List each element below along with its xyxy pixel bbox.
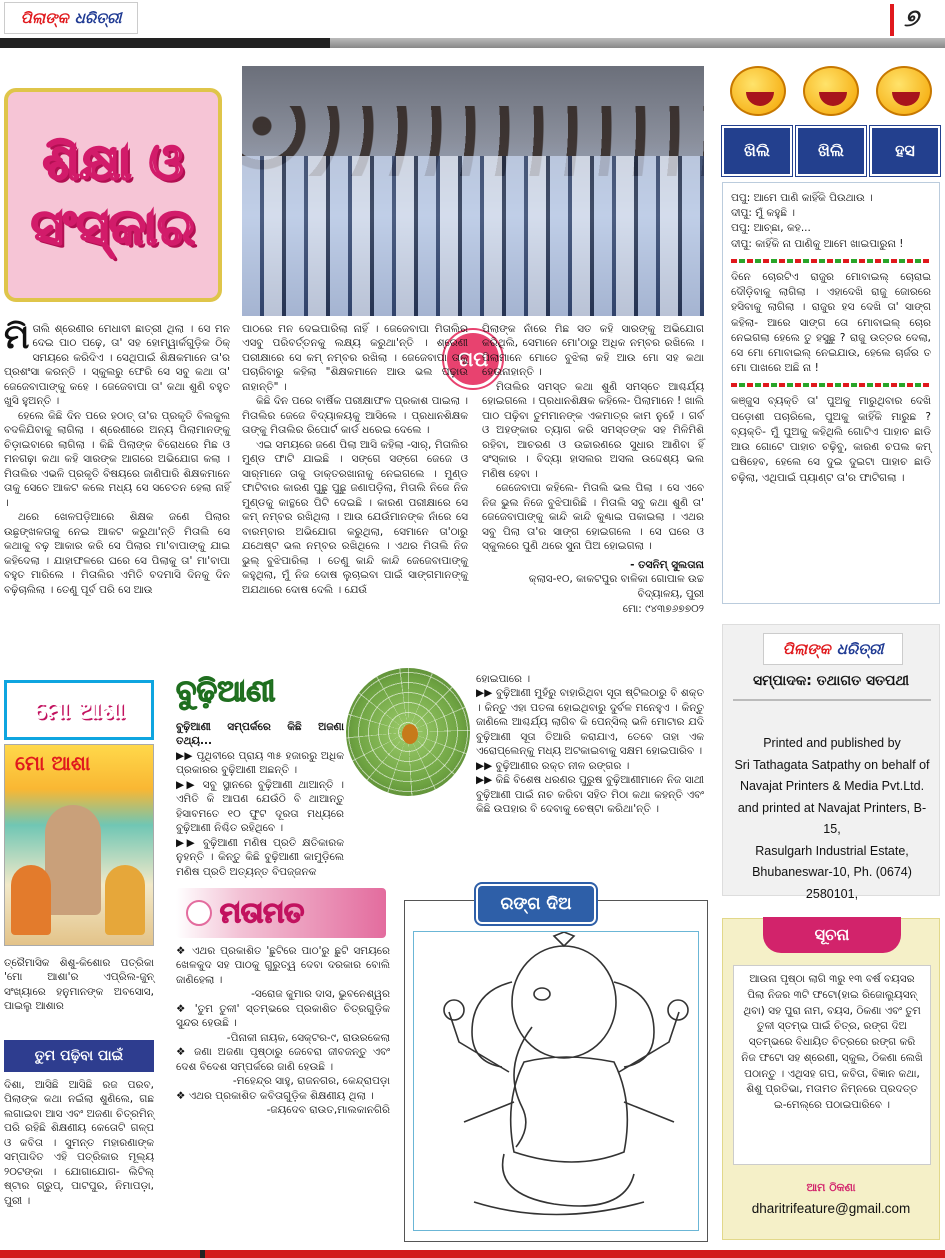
spider-fact: ▶▶ ବୁଢ଼ିଆଣୀ ମଣିଷ ପ୍ରତି କ୍ଷତିକାରକ ନୁହନ୍ତି । କିନ୍ତୁ କିଛି ବୁଢ଼ିଆଣୀ କାମୁଡ଼ିଲେ ମଣିଷ ପ୍ରତି ଅତ୍ୟନ୍ତ ବିପଜ୍ଜନକ	[176, 836, 344, 878]
imprint-box	[722, 624, 940, 901]
joke-line: ପପୁ: ଆଚ୍ଛା, କହ...	[731, 222, 811, 235]
spider-title: ବୁଢ଼ିଆଣୀ	[176, 674, 276, 709]
notice-body: ଆଉନା ପୃଷ୍ଠା ଲାଗି ୩ରୁ ୧୩ ବର୍ଷ ବୟସର ପିଲା ନିଜର ୩ଟି ଫଟୋ(ହାଇ ରିଜୋଲ୍ୟୁସନ୍ ଥିବା) ସହ ପୁରା ନାମ, ବୟସ, ଠିକଣା ଏବଂ ତୁମ ତୁଳୀ ସ୍ତମ୍ଭ ପାଇଁ ଚିତ୍ର, ରଙ୍ଗ ଦିଅ ସ୍ତମ୍ଭରେ ବିଧାୟିତ ଚିତ୍ରରେ ରଙ୍ଗ କରି ନିଜ ଫଟୋ ସହ ଶ୍ରେଣୀ, ସ୍କୁଲ, ଠିକଣା ଲେଖି ପଠାନ୍ତୁ । ଏଥିସହ ଗପ, କବିତା, ବିଜ୍ଞାନ କଥା, ଶିଶୁ ପ୍ରତିଭା, ମତାମତ ନିମ୍ନରେ ପ୍ରଦତ୍ତ ଇ-ମେଲ୍‌ରେ ପଠାଇପାରିବେ ।	[733, 965, 931, 1165]
story-paragraph: ଏଇ ସମୟରେ ଜଣେ ପିଲା ଆସି କହିଲା -ସାର୍, ମିତାଲିର ମୁଣ୍ଡ ଫାଟି ଯାଇଛି । ସଙ୍ଗେ ସଙ୍ଗେ ଜେଜେ ଓ ସାର୍‌ମାନେ ତାକୁ ଡାକ୍ତରଖାନାକୁ ନେଇଗଲେ । ମୁଣ୍ଡ ଫାଟିବାର କାରଣ ପୁଛୁ ପୁଛୁ ଜଣାପଡ଼ିଲା, ମିତାଲି ନିଜେ ନିଜ ମୁଣ୍ଡକୁ କାନ୍ଥରେ ପିଟି ଦେଇଛି । କାରଣ ପରୀକ୍ଷାରେ ସେ କମ୍ ନମ୍ବର ରଖିଥିଲା । ଆଉ ଯେଉଁମାନଙ୍କ ନାଁରେ ସେ ବାରମ୍ବାର ଅଭିଯୋଗ କରୁଥିଲା, ସେମାନେ ତା'ଠାରୁ ଯଥେଷ୍ଟ ଭଲ ନମ୍ବର ରଖିଥିଲେ । ଏଥର ମିତାଲି ନିଜ ଭୁଲ୍ ବୁଝିପାରିଲା । ତେଣୁ କାନ୍ଦି କାନ୍ଦି ଜେଜେବାପାଙ୍କୁ କହୁଥିଲା, ମୁଁ ନିଜ ଦୋଷ ଲୁଚାଇବା ପାଇଁ ସାଙ୍ଗମାନଙ୍କୁ ଅଯଥାରେ ଦୋଷ ଦେଲି । ଯେଉଁ	[242, 438, 468, 596]
spider-fact: ▶▶ ବୁଢ଼ିଆଣୀ ମୁହଁରୁ ବାହାରିଥିବା ସୂତା ଷ୍ଟିଲଠାରୁ ବି ଶକ୍ତ । କିନ୍ତୁ ଏହା ପତଳା ହୋଇଥିବାରୁ ଦୁର୍ବଳ ମନେହୁଏ । କିନ୍ତୁ ଜାଣିଲେ ଆଶ୍ଚର୍ଯ୍ୟ ଲାଗିବ କି ପେନ୍‌ସିଲ୍ ଭଳି ମୋଟାର ଯଦି ବୁଢ଼ିଆଣୀ ସୂତା ତିଆରି କରାଯାଏ, ତେବେ ତାହା ଏକ ଏରୋପ୍ଲେନ୍‌କୁ ମଧ୍ୟ ଅଟକାଇବାକୁ ସକ୍ଷମ ହୋଇପାରିବ ।	[476, 687, 704, 758]
joke-line: ଦୀପୁ: ମୁଁ କହୁଛି ।	[731, 207, 796, 220]
cover-figure-child	[11, 865, 51, 935]
logo-red-text: ପିଲାଙ୍କ	[20, 9, 69, 27]
laughing-face-icon	[803, 66, 859, 116]
story-paragraph: ପାଠରେ ମନ ଦେଇପାରିଲା ନାହିଁ । ଜେଜେବାପା ମିତାଲିର ଏସବୁ ପରିବର୍ତ୍ତନକୁ ଲକ୍ଷ୍ୟ କରୁଥା'ନ୍ତି । ଶ୍ରେଣୀ ପରୀକ୍ଷାରେ ସେ କମ୍ ନମ୍ବର ରଖିଲା । ଜେଜେବାପା ତାକୁ ପଚାରିବାରୁ କହିଲା "ଶିକ୍ଷକମାନେ ଆଉ ଭଲ ପଢ଼ାଉ ନାହାନ୍ତି" ।	[242, 323, 468, 393]
spider-icon	[402, 724, 418, 744]
coloring-frame	[404, 900, 708, 1242]
story-phone: ମୋ: ୯୪୩୭୬୭୭୦୨	[622, 602, 704, 615]
story-column-3	[482, 322, 704, 662]
cover-figure-sage	[45, 805, 101, 915]
students-photo	[242, 66, 704, 316]
imprint-logo	[763, 633, 903, 665]
letter-text: ❖ ଜଣା ଅଜଣା ପୃଷ୍ଠାରୁ ଜେବେରା ଜୀବଜନ୍ତୁ ଏବଂ ଦେଶ ବିଦେଶ ସମ୍ପର୍କରେ ଜାଣି ହେଉଛି ।	[176, 1046, 390, 1073]
print-line-block	[731, 733, 933, 905]
spider-fact: ▶▶ ସବୁ ସ୍ଥାନରେ ବୁଢ଼ିଆଣୀ ଥାଆନ୍ତି । ଏମିତି କି ଆପଣ ଯେଉଁଠି ବି ଥାଆନ୍ତୁ ହିସାବମତେ ୧୦ ଫୁଟ ଦୂରତା ମଧ୍ୟରେ ବୁଢ଼ିଆଣୀ ନିଶ୍ଚିତ ରହିଥିବେ ।	[176, 778, 344, 835]
spider-fact-text: ବୁଢ଼ିଆଣୀ ମୁହଁରୁ ବାହାରିଥିବା ସୂତା ଷ୍ଟିଲଠାରୁ ବି ଶକ୍ତ । କିନ୍ତୁ ଏହା ପତଳା ହୋଇଥିବାରୁ ଦୁର୍ବଳ ମନେହୁଏ । କିନ୍ତୁ ଜାଣିଲେ ଆଶ୍ଚର୍ଯ୍ୟ ଲାଗିବ କି ପେନ୍‌ସିଲ୍ ଭଳି ମୋଟାର ଯଦି ବୁଢ଼ିଆଣୀ ସୂତା ତିଆରି କରାଯାଏ, ତେବେ ତାହା ଏକ ଏରୋପ୍ଲେନ୍‌କୁ ମଧ୍ୟ ଅଟକାଇବାକୁ ସକ୍ଷମ ହୋଇପାରିବ ।	[476, 687, 704, 758]
cover-figure-child	[105, 865, 145, 935]
spider-fact: ▶▶ ପୃଥିବୀରେ ପ୍ରାୟ ୩୫ ହଜାରରୁ ଅଧିକ ପ୍ରକାରର ବୁଢ଼ିଆଣୀ ଅଛନ୍ତି ।	[176, 749, 344, 777]
drop-cap: ମି	[4, 317, 30, 357]
mo-asha-title: ମୋ ଆଶା	[4, 680, 154, 740]
spider-web-photo	[344, 666, 472, 798]
story-badge: ଗପ	[444, 330, 502, 388]
mo-asha-text	[4, 956, 154, 1036]
contact-email[interactable]: dharitrifeature@gmail.com	[751, 1201, 911, 1216]
print-line: Printed and published by	[763, 736, 901, 750]
matamata-title: ମତାମତ	[220, 896, 305, 929]
ganesha-outline	[414, 932, 698, 1230]
notice-title: ସୂଚନା	[763, 917, 901, 953]
joke-3: କଞ୍ଜୁସ ବ୍ୟକ୍ତି ତା' ପୁଅକୁ ମାରୁଥିବାର ଦେଖି ପଡ଼ୋଶୀ ପଚାରିଲେ, ପୁଅକୁ କାହିଁକି ମାରୁଛ ? ବ୍ୟକ୍ତି- ମୁଁ ପୁଅକୁ କହିଥିଲି ଗୋଟିଏ ପାହାଚ ଛାଡି ଆଉ ଗୋଟେ ପାହାଚ ଚଢ଼ିବୁ, କାରଣ ଚପଲ କମ୍ ଘଷିହେବ, ହେଲେ ସେ ଦୁଇ ଦୁଇଟା ପାହାଚ ଛାଡି ଚଢ଼ିଲା, ଏଥିପାଇଁ ପ୍ୟାଣ୍ଟ ତା'ର ଫାଟିଗଲା ।	[731, 395, 931, 484]
coloring-area	[413, 931, 699, 1231]
letter-by: -ଜୟଦେବ ରାଉତ,ମାଲକାନଗିରି	[266, 1104, 390, 1117]
spider-fact: ▶▶ କିଛି ବିଶେଷ ଧରଣର ପୁରୁଷ ବୁଢ଼ିଆଣୀମାନେ ନିଜ ସାଥୀ ବୁଢ଼ିଆଣୀ ପାଇଁ ନାଚ କରିବା ସହିତ ମିଠା କଥା କହନ୍ତି ଏବଂ କିଛି ଉପହାର ବି ଦେବାକୁ ଚେଷ୍ଟା କରିଥା'ନ୍ତି ।	[476, 774, 704, 816]
story-paragraph: ମିତାଲିର ସମସ୍ତ କଥା ଶୁଣି ସମସ୍ତେ ଆଶ୍ଚର୍ଯ୍ୟ ହୋଇଗଲେ । ପ୍ରଧାନଶିକ୍ଷକ କହିଲେ- ପିଲାମାନେ ! ଖାଲି ପାଠ ପଢ଼ିବା ତୁମମାନଙ୍କ ଏକମାତ୍ର କାମ ନୁହେଁ । ଗର୍ବ ଓ ଅହଙ୍କାର ତ୍ୟାଗ କରି ସମସ୍ତଙ୍କ ସହ ମିଳିମିଶି ରହିବା, ଆଚରଣ ଓ ଉଚ୍ଚାରଣରେ ସୁଧାର ଆଣିବା ହିଁ ସଂସ୍କାର । ବିଦ୍ୟା ହାସଲର ଅସଲ ଉଦ୍ଦେଶ୍ୟ ଭଲ ମଣିଷ ହେବା ।	[482, 380, 704, 480]
letter-text: ❖ ଏଥର ପ୍ରକାଶିତ କବିତାଗୁଡ଼ିକ ଶିକ୍ଷଣୀୟ ଥିଲା ।	[176, 1089, 374, 1102]
story-author: - ତସନିମ୍ ସୁଲତାନା	[630, 558, 704, 571]
page-number: ୭	[890, 4, 930, 36]
spider-fact: ▶▶ ବୁଢ଼ିଆଣୀର ରକ୍ତ ନୀଳ ରଙ୍ଗର ।	[476, 759, 630, 772]
letter-body: ଏଥର ପ୍ରକାଶିତ 'ଛୁଟିରେ ପାଠ'ରୁ ଛୁଟି ସମୟରେ ଖେଳକୁଦ ସହ ପାଠକୁ ଗୁରୁତ୍ୱ ଦେବା ଦରକାର ବୋଲି ଜାଣିହେଲା ।	[176, 945, 390, 986]
joke-separator	[731, 383, 931, 387]
joke-2: ଦିନେ ଚୋରଟିଏ ରାଜୁର ମୋବାଇଲ୍ ଚୋରାଇ ଦୌଡ଼ିବାକୁ ଲାଗିଲା । ଏହାଦେଖି ରାଜୁ ଜୋରରେ ହସିବାକୁ ଲାଗିଲା । ରାଜୁର ହସ ଦେଖି ତା' ସାଙ୍ଗ କହିଲା- ଆରେ ସାଙ୍ଗ ତୋ ମୋବାଇଲ୍ ଚୋର ନେଇଗଲା ହେଲେ ତୁ ହସୁଛୁ ? ରାଜୁ ଉତ୍ତର ଦେଲା, ସେ ମୋ ମୋବାଇଲ୍ ନେଇଯାଉ, ହେଲେ ଚାର୍ଜର ତ ମୋ ପାଖରେ ଅଛି ନା !	[731, 270, 931, 375]
spider-fact-text: ବୁଢ଼ିଆଣୀର ରକ୍ତ ନୀଳ ରଙ୍ଗର ।	[495, 759, 630, 772]
print-line: and printed at Navajat Printers, B-15,	[737, 800, 927, 836]
spider-fact-text: ସବୁ ସ୍ଥାନରେ ବୁଢ଼ିଆଣୀ ଥାଆନ୍ତି । ଏମିତି କି ଆପଣ ଯେଉଁଠି ବି ଥାଆନ୍ତୁ ହିସାବମତେ ୧୦ ଫୁଟ ଦୂରତା ମଧ୍ୟରେ ବୁଢ଼ିଆଣୀ ନିଶ୍ଚିତ ରହିଥିବେ ।	[176, 778, 344, 835]
photo-crowd-uniforms	[242, 156, 704, 316]
print-line: Navajat Printers & Media Pvt.Ltd.	[739, 779, 925, 793]
divider	[733, 699, 931, 701]
jokes-header-word: ଖିଲି	[722, 126, 792, 176]
story-paragraph: ଜେଜେବାପା କହିଲେ- ମିତାଲି ଭଲ ପିଲା । ସେ ଏବେ ନିଜ ଭୁଲ ନିଜେ ବୁଝିପାରିଛି । ମିତାଲି ସବୁ କଥା ଶୁଣି ତା' ଜେଜେବାପାଙ୍କୁ କାନ୍ଦି କାନ୍ଦି କୁଣ୍ଢାଇ ପକାଇଲା । ଏଥର ସବୁ ପିଲା ତା'ର ସାଙ୍ଗ ହୋଇଗଲେ । ସେ ଘରେ ଓ ସ୍କୁଲରେ ପୁଣି ଥରେ ସୁନା ପିଅ ହୋଇଗଲା ।	[482, 482, 704, 553]
section-title: ଶିକ୍ଷା ଓ ସଂସ୍କାର	[30, 133, 196, 256]
story-paragraph: ହେଲେ କିଛି ଦିନ ପରେ ହଠାତ୍ ତା'ର ପ୍ରକୃତି ବିଲକୁଲ ବଦଳିଯିବାକୁ ଲାଗିଲା । ଶ୍ରେଣୀରେ ଅନ୍ୟ ପିଲାମାନଙ୍କୁ ଚିଡ଼ାଇବାରେ ଲାଗିଲା । କିଛି ପିଲାଙ୍କ ବିରୋଧରେ ମିଛ ଓ ମନଗଢ଼ା କଥା କହି ସାରଙ୍କ ଆଗରେ ଅଭିଯୋଗ କଲା । ମିତାଲିର ଏଭଳି ପ୍ରକୃତି ବିଷୟରେ ଜାଣିପାରି ଶିକ୍ଷକମାନେ ତାକୁ ସେତେ ଆକଟ କଲେ ମଧ୍ୟ ସେ ସଚେତନ ହେଲା ନାହିଁ ।	[4, 409, 230, 509]
cover-title: ମୋ ଆଶା	[15, 751, 91, 775]
mo-asha-paragraph: ଦିଶା, ଆସିଛି ଆସିଛି ରଜ ପରବ, ପିଲାଙ୍କ କଥା ନଇଁଲା ଶୁଣିଲେ, ଗଛ ଲଗାଇବା ଆସ ଏବଂ ଅଜଣା ଚିତ୍ରମିନ୍ ପରି ରହିଛି ଶିକ୍ଷଣୀୟ କେତୋଟି ଗଳ୍ପ ଓ କବିତା । ସୁମନ୍ତ ମହାରଣାଙ୍କ ସମ୍ପାଦିତ ଏହି ପତ୍ରିକାର ମୂଲ୍ୟ ୨୦ଟଙ୍କା । ଯୋଗାଯୋଗ- ଲିଟିଲ୍ ଷ୍ଟାର ଗ୍ରୁପ୍, ପାଟପୁର, ନିମାପଡ଼ା, ପୁରୀ ।	[4, 1079, 154, 1207]
letter-text: ❖ 'ତୁମ ତୁଳୀ' ସ୍ତମ୍ଭରେ ପ୍ରକାଶିତ ଚିତ୍ରଗୁଡ଼ିକ ସୁନ୍ଦର ହେଉଛି ।	[176, 1002, 390, 1030]
circle-icon	[186, 900, 212, 926]
letter-body: ଏଥର ପ୍ରକାଶିତ କବିତାଗୁଡ଼ିକ ଶିକ୍ଷଣୀୟ ଥିଲା ।	[188, 1089, 374, 1102]
tuma-padhiba-header: ତୁମ ପଢ଼ିବା ପାଇଁ	[4, 1040, 154, 1072]
spider-fact-text: ହୋଇପାରେ ।	[476, 673, 531, 685]
section-title-box	[4, 88, 222, 302]
print-line: Rasulgarh Industrial Estate,	[755, 843, 909, 858]
print-line: Bhubaneswar-10, Ph. (0674) 2580101,	[752, 865, 912, 901]
jokes-box	[722, 182, 940, 604]
story-column-2	[242, 322, 468, 662]
laughing-face-icon	[876, 66, 932, 116]
emoji-row	[722, 62, 940, 120]
header-bar-dark	[0, 38, 330, 48]
laughing-face-icon	[730, 66, 786, 116]
spider-facts-2	[476, 672, 704, 878]
letter-by: -ମହେନ୍ଦ୍ର ସାହୁ, ରାଜନଗର, କେନ୍ଦ୍ରାପଡ଼ା	[232, 1075, 390, 1088]
matamata-header	[176, 888, 386, 938]
story-paragraph: ପିଲାଙ୍କ ନାଁରେ ମିଛ ସତ କହି ସାରଙ୍କୁ ଅଭିଯୋଗ କରିଥିଲି, ସେମାନେ ମୋ'ଠାରୁ ଅଧିକ ନମ୍ବର ରଖିଲେ । ପିଲାମାନେ ମୋତେ ବୁଝିଲା କହି ଆଉ ମୋ ସହ କଥା ହେଉନାହାନ୍ତି ।	[482, 323, 704, 379]
notice-box	[722, 918, 940, 1240]
jokes-header	[722, 126, 940, 176]
letter-body: 'ତୁମ ତୁଳୀ' ସ୍ତମ୍ଭରେ ପ୍ରକାଶିତ ଚିତ୍ରଗୁଡ଼ିକ ସୁନ୍ଦର ହେଉଛି ।	[176, 1002, 390, 1030]
ranga-dia-title: ରଙ୍ଗ ଦିଅ	[476, 884, 596, 924]
spider-intro: ବୁଢ଼ିଆଣୀ ସମ୍ପର୍କରେ କିଛି ଅଜଣା ତଥ୍ୟ...	[176, 721, 344, 748]
letter-by: -ପିନାକୀ ନାୟକ, ସେକ୍ଟର-୯, ରାଉରକେଲା	[226, 1031, 390, 1044]
footer-bar	[0, 1250, 945, 1258]
masthead-logo	[4, 2, 138, 34]
story-column-1	[4, 317, 230, 662]
letter-body: ଜଣା ଅଜଣା ପୃଷ୍ଠାରୁ ଜେବେରା ଜୀବଜନ୍ତୁ ଏବଂ ଦେଶ ବିଦେଶ ସମ୍ପର୍କରେ ଜାଣି ହେଉଛି ।	[176, 1046, 390, 1073]
joke-line: ପପୁ: ଆମେ ପାଣି କାହିଁକି ପିଉଥାଉ ।	[731, 192, 873, 204]
spider-facts-1	[176, 720, 344, 880]
logo-blue-text: ଧରିତ୍ରୀ	[74, 9, 122, 27]
logo-red-text: ପିଲାଙ୍କ	[782, 640, 831, 658]
spider-fact-text: ବୁଢ଼ିଆଣୀ ମଣିଷ ପ୍ରତି କ୍ଷତିକାରକ ନୁହନ୍ତି । କିନ୍ତୁ କିଛି ବୁଢ଼ିଆଣୀ କାମୁଡ଼ିଲେ ମଣିଷ ପ୍ରତି ଅତ୍ୟନ୍ତ ବିପଜ୍ଜନକ	[176, 836, 344, 878]
logo-blue-text: ଧରିତ୍ରୀ	[836, 640, 884, 658]
header-bar-grey	[330, 38, 945, 48]
story-paragraph: କିଛି ଦିନ ପରେ ବାର୍ଷିକ ପରୀକ୍ଷାଫଳ ପ୍ରକାଶ ପାଇଲା । ମିତାଲିର ଜେଜେ ବିଦ୍ୟାଳୟକୁ ଆସିଲେ । ପ୍ରଧାନଶିକ୍ଷକ ତାଙ୍କୁ ମିତାଲିର ରିପୋର୍ଟ କାର୍ଡ ଧରେଇ ଦେଲେ ।	[242, 395, 468, 437]
print-line: Sri Tathagata Satpathy on behalf of	[734, 757, 930, 772]
mo-asha-paragraph: ତ୍ରୈମାସିକ ଶିଶୁ-କିଶୋର ପତ୍ରିକା 'ମୋ ଆଶା'ର ଏପ୍ରିଲ-ଜୁନ୍ ସଂଖ୍ୟାରେ ହନୁମାନଙ୍କ ଅବସୋସ, ପାଇଲୁ ଆଶାର	[4, 957, 154, 1013]
spider-fact-text: ପୃଥିବୀରେ ପ୍ରାୟ ୩୫ ହଜାରରୁ ଅଧିକ ପ୍ରକାରର ବୁଢ଼ିଆଣୀ ଅଛନ୍ତି ।	[176, 749, 344, 777]
story-school: କ୍ଲାସ-୧୦, କାକଟପୁର ବାଳିକା ଗୋପାଳ ଉଚ୍ଚ ବିଦ୍ୟାଳୟ, ପୁରୀ	[528, 573, 704, 601]
editor-line: ସମ୍ପାଦକ: ତଥାଗତ ସତପଥୀ	[752, 673, 910, 689]
matamata-letters	[176, 944, 390, 1244]
address-title: ଆମ ଠିକଣା	[806, 1181, 856, 1194]
letter-by: -ସରୋଜ କୁମାର ଦାସ, ଭୁବନେଶ୍ୱର	[251, 988, 390, 1001]
jokes-header-word: ହସ	[870, 126, 940, 176]
joke-separator	[731, 259, 931, 263]
letter-text: ❖ ଏଥର ପ୍ରକାଶିତ 'ଛୁଟିରେ ପାଠ'ରୁ ଛୁଟି ସମୟରେ ଖେଳକୁଦ ସହ ପାଠକୁ ଗୁରୁତ୍ୱ ଦେବା ଦରକାର ବୋଲି ଜାଣିହେଲା ।	[176, 945, 390, 986]
story-paragraph: ଥରେ ଖେଳପଡ଼ିଆରେ ଶିକ୍ଷକ ଜଣେ ପିଲାର ଉଛୃଙ୍ଖଳତାକୁ ନେଇ ଆକଟ କରୁଥା'ନ୍ତି ମିତାଲି ସେ କଥାକୁ ବଢ଼ ଆକାର କରି ସେ ପିଲାର ମା'ବାପାଙ୍କୁ ଯାଇ କହିଦେଲା । ଯାହାଫଳରେ ଘରେ ସେ ପିଲାକୁ ତା' ମା'ବାପା ବହୁତ ମାରିଲେ । ମିତାଲିର ଏମିତି ବଦମାସି ଦିନକୁ ଦିନ ବଢ଼ିଚାଲିଲା । ତେଣୁ ପୂର୍ବ ପରି ସେ ଆଉ	[4, 511, 230, 596]
jokes-header-word: ଖିଲି	[796, 126, 866, 176]
magazine-cover	[4, 744, 154, 946]
mo-asha-text-2	[4, 1078, 154, 1244]
joke-line: ଦୀପୁ: କାହିଁକି ନା ପାଣିକୁ ଆମେ ଖାଇପାରୁନା !	[731, 237, 904, 250]
story-paragraph: ତାଲି ଶ୍ରେଣୀର ମେଧାବୀ ଛାତ୍ରୀ ଥିଲା । ସେ ମନ ଦେଇ ପାଠ ପଢ଼େ, ତା' ସହ ହୋମ୍‌ୱାର୍କଗୁଡ଼ିକ ଠିକ୍ ସମୟରେ କରିଦିଏ । ସେଥିପାଇଁ ଶିକ୍ଷକମାନେ ତା'ର ପ୍ରଶଂସା କରନ୍ତି । ସ୍କୁଲରୁ ଫେରି ସେ ସବୁ କଥା ତା' ଜେଜେବାପାଙ୍କୁ କହେ । ଜେଜେବାପା ତା' କଥା ଶୁଣି ବହୁତ ଖୁସି ହୁଅନ୍ତି ।	[4, 323, 230, 408]
spider-fact-text: କିଛି ବିଶେଷ ଧରଣର ପୁରୁଷ ବୁଢ଼ିଆଣୀମାନେ ନିଜ ସାଥୀ ବୁଢ଼ିଆଣୀ ପାଇଁ ନାଚ କରିବା ସହିତ ମିଠା କଥା କହନ୍ତି ଏବଂ କିଛି ଉପହାର ବି ଦେବାକୁ ଚେଷ୍ଟା କରିଥା'ନ୍ତି ।	[476, 774, 704, 816]
